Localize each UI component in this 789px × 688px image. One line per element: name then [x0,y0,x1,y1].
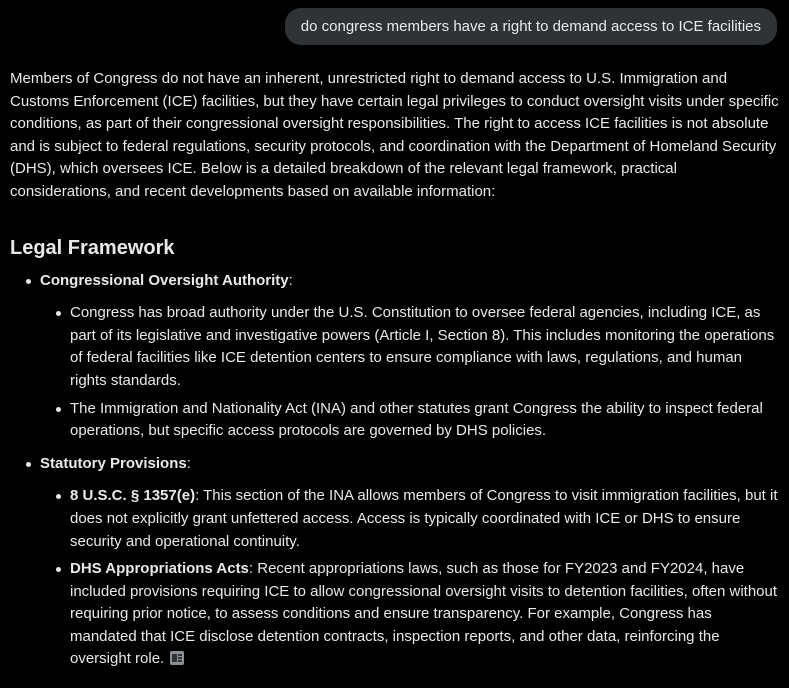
sub-item-text: : This section of the INA allows members of Congress to visit immigration facilities, but it does not explicitly grant unfettered access. Access is typically coordinated with ICE or DHS to ensure security and operational continuity. [70,487,778,550]
sub-list [40,302,780,443]
assistant-response [10,68,780,681]
response-intro: Members of Congress do not have an inherent, unrestricted right to demand access to U.S. Immigration and Customs Enforcement (ICE) facilities, but they have certain legal privileges to conduct oversight visits under specific conditions, as part of their congressional oversight responsibilities. The right to access ICE facilities is not absolute and is subject to federal regulations, security protocols, and coordination with the Department of Homeland Security (DHS), which oversees ICE. Below is a detailed breakdown of the relevant legal framework, practical considerations, and recent developments based on available information: [10,70,779,200]
bullet-icon [56,567,61,572]
list-item-label: Statutory Provisions [40,454,187,472]
bullet-icon [26,462,31,467]
sub-item-text: The Immigration and Nationality Act (INA) and other statutes grant Congress the ability to inspect federal operations, but specific access protocols are governed by DHS policies. [70,399,763,440]
sub-list [40,485,780,671]
label-suffix: : [288,271,293,289]
sub-item-text: Congress has broad authority under the U.S. Constitution to oversee federal agencies, including ICE, as part of its legislative and investigative powers (Article I, Section 8). This includes monitoring the operations of federal facilities like ICE detention centers to ensure compliance with laws, regulations, and human rights standards. [70,304,775,389]
bullet-icon [26,279,31,284]
bullet-icon [56,494,61,499]
legal-framework-list [10,270,780,672]
user-message-text: do congress members have a right to demand access to ICE facilities [300,18,761,35]
bullet-icon [56,407,61,412]
list-item-statutory-provisions [10,453,780,671]
label-suffix: : [186,454,191,472]
sub-list-item [40,302,780,392]
bullet-icon [56,311,61,316]
sub-item-text: : Recent appropriations laws, such as those for FY2023 and FY2024, have included provisions requiring ICE to allow congressional oversight visits to detention facilities, often without requiring prior notice, to assess conditions and ensure transparency. For example, Congress has mandated that ICE disclose detention contracts, inspection reports, and other data, reinforcing the oversight role. [70,560,778,668]
sub-list-item [40,558,780,671]
user-message-bubble [285,8,777,45]
sub-item-bold: 8 U.S.C. § 1357(e) [70,487,196,505]
sub-list-item [40,485,780,553]
section-heading: Legal Framework [10,236,175,259]
list-item-oversight-authority [10,270,780,443]
sub-item-bold: DHS Appropriations Acts [70,560,249,578]
list-item-label: Congressional Oversight Authority [40,271,289,289]
sub-list-item [40,398,780,443]
source-citation-icon[interactable] [170,651,184,665]
